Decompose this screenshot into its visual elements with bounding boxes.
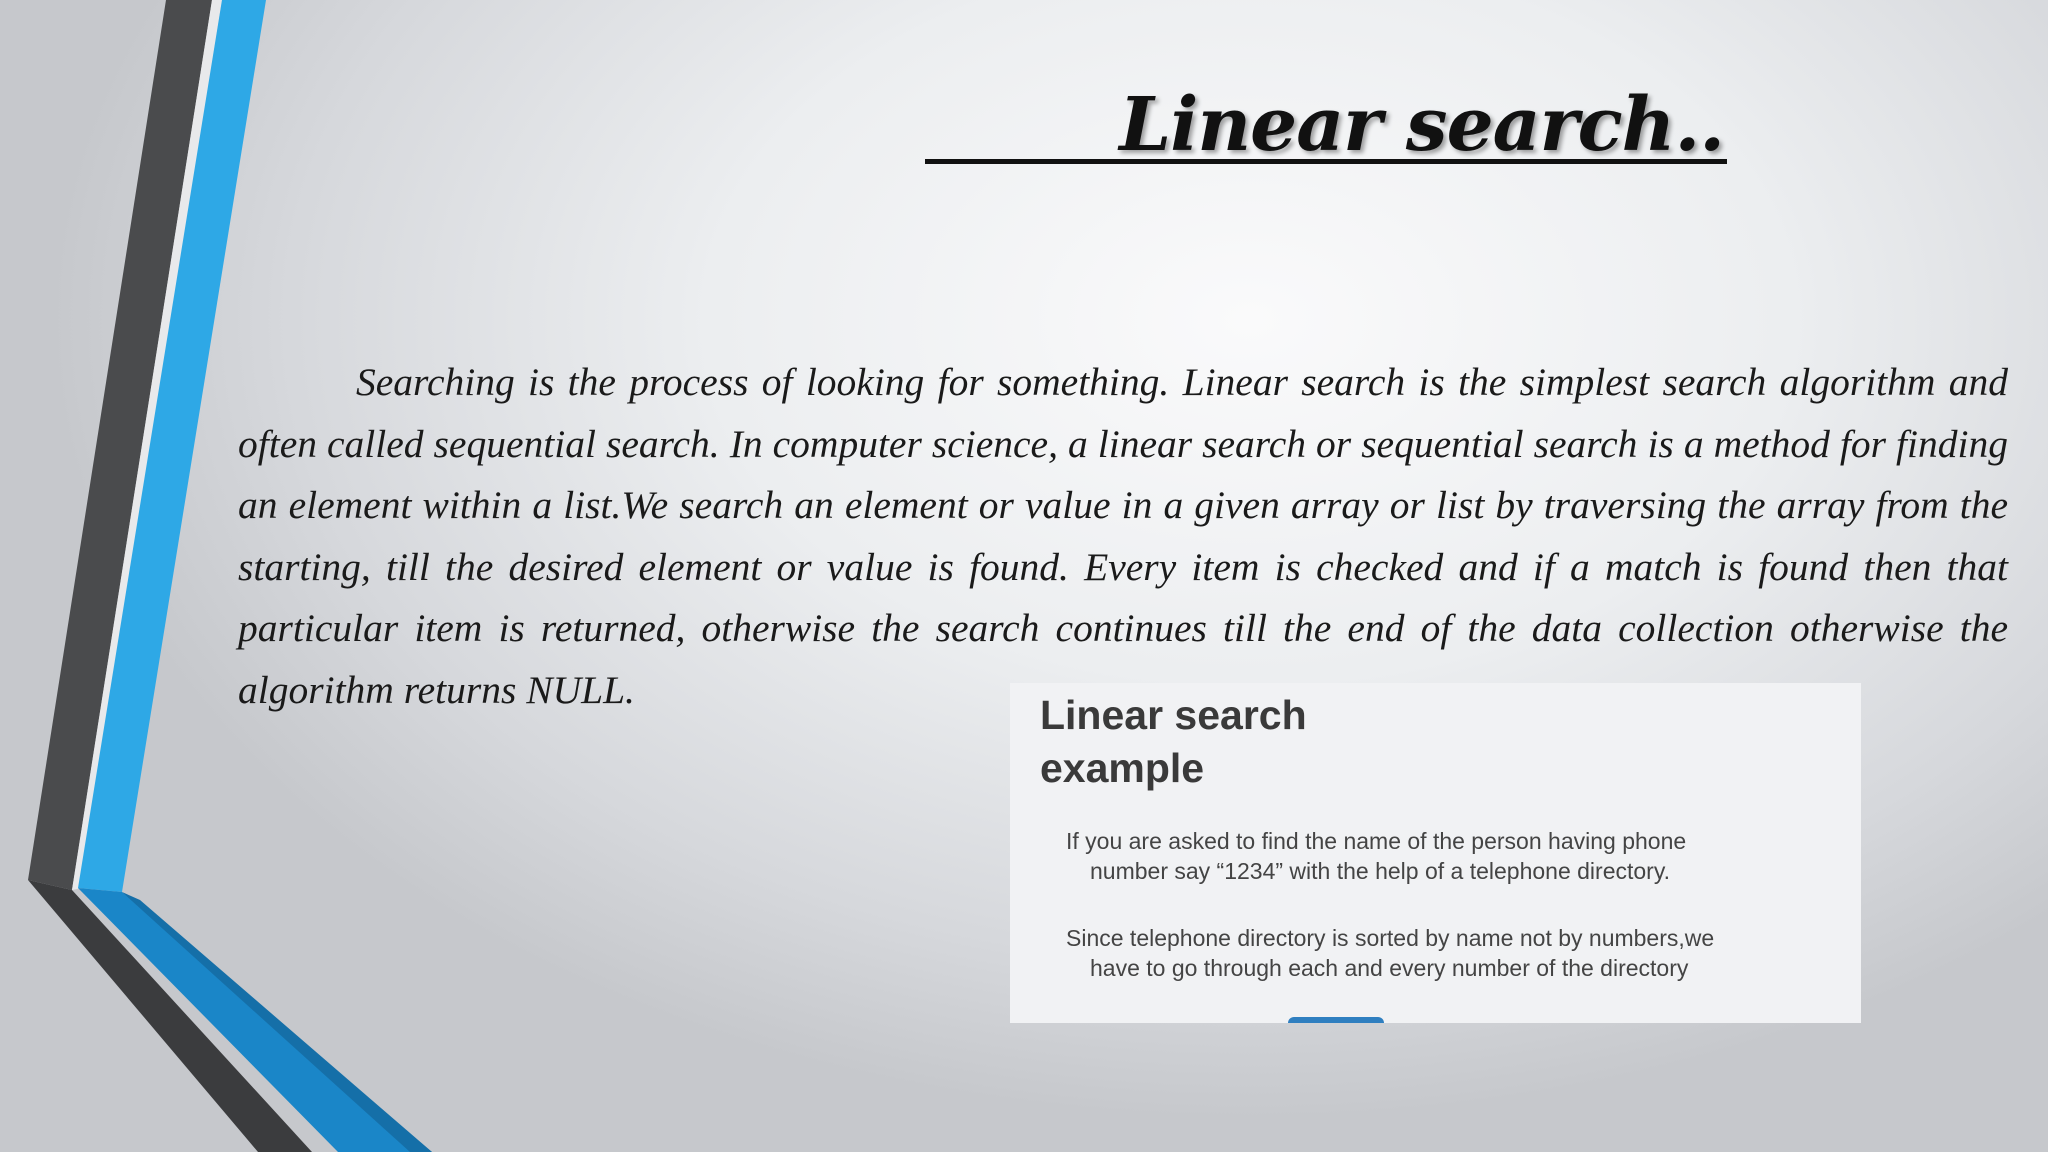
- title-area: [925, 80, 1727, 170]
- example-blue-tab: [1288, 1017, 1384, 1023]
- slide-title: Linear search..: [1119, 82, 1724, 168]
- example-title: Linear search example: [1040, 692, 1307, 791]
- example-paragraph-1: If you are asked to find the name of the person having phone number say “1234” with the help of a telephone directory.: [1066, 828, 1687, 884]
- body-paragraph: Searching is the process of looking for something. Linear search is the simplest search algorithm and often called sequential search. In computer science, a linear search or sequential search is a method for finding an element within a list.We search an element or value in a given array or list by traversing the array from the starting, till the desired element or value is found. Every item is checked and if a match is found then that particular item is returned, otherwise the search continues till the end of the data collection otherwise the algorithm returns NULL.: [238, 360, 2008, 712]
- example-paragraph-2: Since telephone directory is sorted by name not by numbers,we have to go through each and every number of the directory: [1066, 925, 1715, 981]
- example-image: [1010, 683, 1861, 1023]
